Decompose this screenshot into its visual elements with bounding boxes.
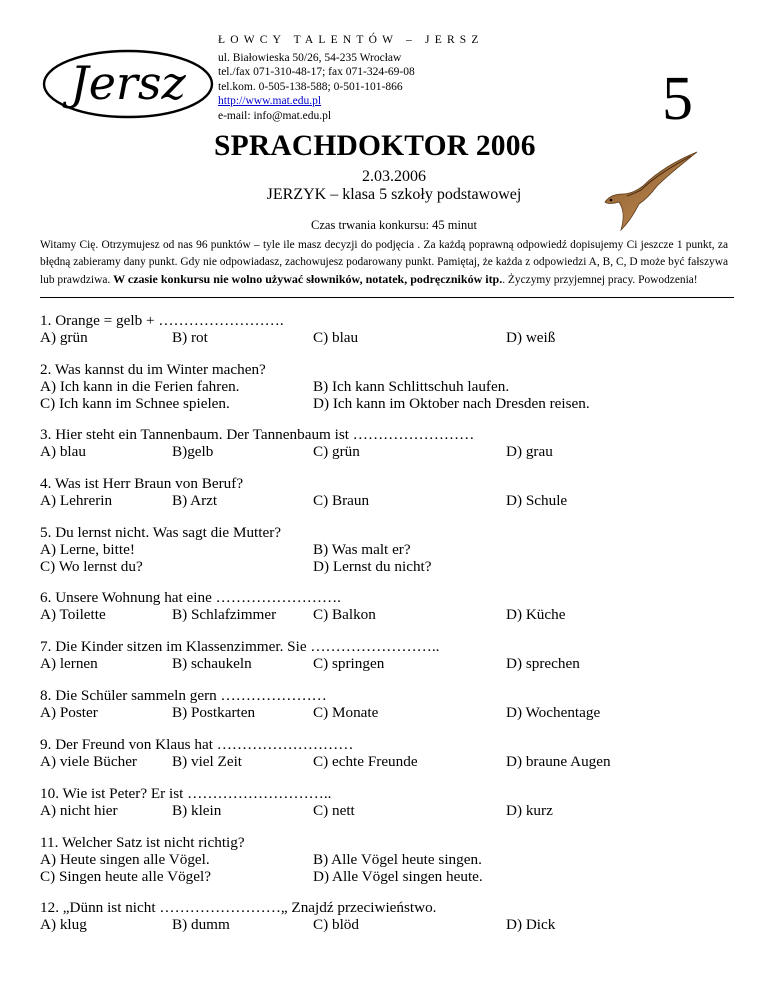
answer-option-d[interactable]: D) grau	[506, 443, 553, 460]
grade-number: 5	[662, 65, 693, 133]
answer-option-c[interactable]: C) springen	[313, 655, 385, 672]
organization-name: ŁOWCY TALENTÓW – JERSZ	[218, 34, 484, 46]
answer-option-d[interactable]: D) kurz	[506, 802, 553, 819]
jersz-logo	[40, 44, 216, 122]
contact-info	[218, 51, 415, 123]
question-6	[40, 589, 740, 623]
question-text: 7. Die Kinder sitzen im Klassenzimmer. Sie ……………………..	[40, 638, 440, 655]
answer-option-c[interactable]: C) echte Freunde	[313, 753, 418, 770]
page-title: SPRACHDOKTOR 2006	[214, 130, 536, 162]
question-3	[40, 426, 740, 460]
answer-option-c[interactable]: C) blau	[313, 329, 359, 346]
question-text: 9. Der Freund von Klaus hat ………………………	[40, 736, 354, 753]
instructions-text: Witamy Cię. Otrzymujesz od nas 96 punktów – tyle ile masz decyzji do podjęcia . Za każdą poprawną odpowiedź dopisujemy Ci jeszcze 1 punkt, za błędną zabieramy dany punkt. Gdy nie odpowiadasz, zachowujesz podarowany punkt. Pamiętaj, że każda z odpowiedzi A, B, C, D może być fałszywa lub prawdziwa.	[40, 239, 728, 287]
answer-option-d[interactable]: D) Küche	[506, 606, 566, 623]
answer-option-b[interactable]: B) Arzt	[172, 492, 218, 509]
answer-option-c[interactable]: C) grün	[313, 443, 360, 460]
answer-option-a[interactable]: A) viele Bücher	[40, 753, 137, 770]
question-12	[40, 899, 740, 933]
email: e-mail: info@mat.edu.pl	[218, 109, 332, 122]
answer-option-c[interactable]: C) Braun	[313, 492, 370, 509]
website-link[interactable]: http://www.mat.edu.pl	[218, 95, 322, 108]
question-text: 1. Orange = gelb + …………………….	[40, 312, 284, 329]
answer-option-a[interactable]: A) nicht hier	[40, 802, 118, 819]
question-text: 6. Unsere Wohnung hat eine …………………….	[40, 589, 341, 606]
answer-option-c[interactable]: C) nett	[313, 802, 355, 819]
question-text: 12. „Dünn ist nicht ……………………„ Znajdź przeciwieństwo.	[40, 899, 437, 916]
instructions-bold: W czasie konkursu nie wolno używać słowników, notatek, podręczników itp.	[113, 272, 503, 287]
phone-fax: tel./fax 071-310-48-17; fax 071-324-69-08	[218, 66, 415, 79]
question-2	[40, 361, 740, 412]
answer-option-a[interactable]: A) grün	[40, 329, 88, 346]
instructions-paragraph	[40, 237, 728, 290]
mobile-phones: tel.kom. 0-505-138-588; 0-501-101-866	[218, 80, 403, 93]
contest-subtitle: JERZYK – klasa 5 szkoły podstawowej	[266, 186, 522, 203]
answer-option-a[interactable]: A) lernen	[40, 655, 98, 672]
question-10	[40, 785, 740, 819]
answer-option-c[interactable]: C) Monate	[313, 704, 379, 721]
question-text: 11. Welcher Satz ist nicht richtig?	[40, 834, 245, 851]
answer-option-b[interactable]: B) klein	[172, 802, 222, 819]
divider	[40, 297, 734, 298]
answer-option-c[interactable]: C) blöd	[313, 916, 359, 933]
answer-option-a[interactable]: A) Lehrerin	[40, 492, 113, 509]
instructions-closing: . Życzymy przyjemnej pracy. Powodzenia!	[502, 274, 698, 287]
answer-option-d[interactable]: D) sprechen	[506, 655, 580, 672]
answer-option-a[interactable]: A) klug	[40, 916, 87, 933]
answer-option-b[interactable]: B) Was malt er?	[313, 541, 411, 558]
answer-option-d[interactable]: D) weiß	[506, 329, 556, 346]
answer-option-c[interactable]: C) Singen heute alle Vögel?	[40, 868, 211, 885]
question-text: 10. Wie ist Peter? Er ist ………………………..	[40, 785, 332, 802]
answer-option-d[interactable]: D) Ich kann im Oktober nach Dresden reisen.	[313, 395, 590, 412]
answer-option-a[interactable]: A) Poster	[40, 704, 98, 721]
answer-option-d[interactable]: D) Alle Vögel singen heute.	[313, 868, 483, 885]
answer-option-d[interactable]: D) Schule	[506, 492, 568, 509]
question-7	[40, 638, 740, 672]
answer-option-b[interactable]: B) Schlafzimmer	[172, 606, 277, 623]
contest-date: 2.03.2006	[362, 168, 426, 185]
answer-option-b[interactable]: B) dumm	[172, 916, 230, 933]
question-9	[40, 736, 740, 770]
answer-option-b[interactable]: B) Postkarten	[172, 704, 256, 721]
contest-duration: Czas trwania konkursu: 45 minut	[311, 218, 477, 232]
answer-option-b[interactable]: B) Alle Vögel heute singen.	[313, 851, 482, 868]
answer-option-b[interactable]: B) viel Zeit	[172, 753, 243, 770]
logo-text: Jersz	[70, 56, 186, 110]
answer-option-b[interactable]: B) schaukeln	[172, 655, 252, 672]
answer-option-d[interactable]: D) braune Augen	[506, 753, 611, 770]
question-text: 5. Du lernst nicht. Was sagt die Mutter?	[40, 524, 282, 541]
question-11	[40, 834, 740, 885]
question-4	[40, 475, 740, 509]
answer-option-a[interactable]: A) Ich kann in die Ferien fahren.	[40, 378, 240, 395]
answer-option-a[interactable]: A) Lerne, bitte!	[40, 541, 135, 558]
answer-option-b[interactable]: B) rot	[172, 329, 208, 346]
answer-option-d[interactable]: D) Wochentage	[506, 704, 601, 721]
answer-option-a[interactable]: A) Toilette	[40, 606, 106, 623]
answer-option-d[interactable]: D) Dick	[506, 916, 556, 933]
question-1	[40, 312, 740, 346]
question-text: 3. Hier steht ein Tannenbaum. Der Tannenbaum ist ……………………	[40, 426, 475, 443]
answer-option-c[interactable]: C) Wo lernst du?	[40, 558, 143, 575]
answer-option-b[interactable]: B) Ich kann Schlittschuh laufen.	[313, 378, 510, 395]
question-text: 2. Was kannst du im Winter machen?	[40, 361, 266, 378]
question-text: 8. Die Schüler sammeln gern …………………	[40, 687, 327, 704]
question-8	[40, 687, 740, 721]
answer-option-c[interactable]: C) Ich kann im Schnee spielen.	[40, 395, 230, 412]
answer-option-c[interactable]: C) Balkon	[313, 606, 376, 623]
answer-option-a[interactable]: A) Heute singen alle Vögel.	[40, 851, 210, 868]
answer-option-b[interactable]: B)gelb	[172, 443, 214, 460]
answer-option-d[interactable]: D) Lernst du nicht?	[313, 558, 432, 575]
address: ul. Białowieska 50/26, 54-235 Wrocław	[218, 52, 402, 64]
question-5	[40, 524, 740, 575]
answer-option-a[interactable]: A) blau	[40, 443, 86, 460]
question-text: 4. Was ist Herr Braun von Beruf?	[40, 475, 244, 492]
